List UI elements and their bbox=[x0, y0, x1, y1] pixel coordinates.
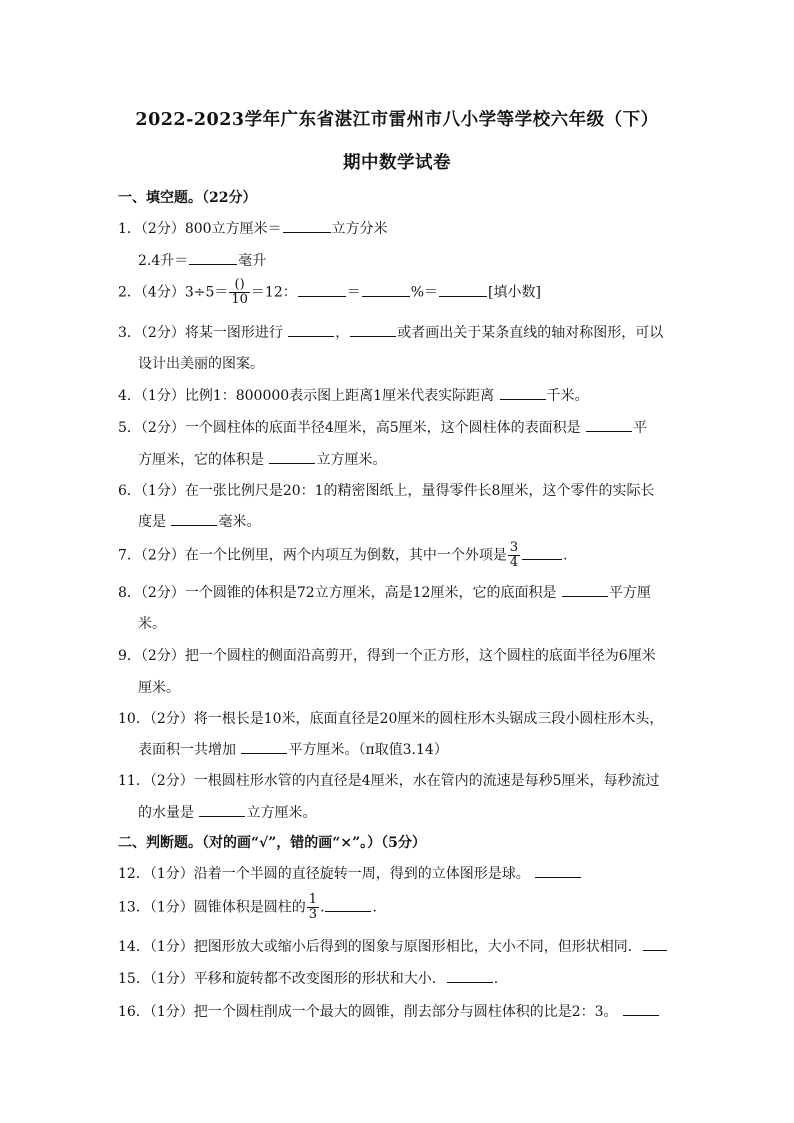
answer-blank[interactable] bbox=[241, 741, 287, 754]
section-heading-true-false: 二、判断题。（对的画“√”，错的画“×”。）（5分） bbox=[118, 835, 426, 851]
question-3: 3．（2分）将某一图形进行 ， 或者画出关于某条直线的轴对称图形，可以 bbox=[118, 325, 664, 341]
question-10-cont: 表面积一共增加 平方厘米。（π取值3.14） bbox=[138, 742, 448, 758]
question-14: 14．（1分）把图形放大或缩小后得到的图象与原图形相比，大小不同，但形状相同． bbox=[118, 936, 668, 956]
question-2: 2．（4分）3÷5＝ $\frac{()}{10}$ ＝12： ＝ %＝ [填小数] bbox=[118, 277, 541, 307]
question-5-cont: 方厘米，它的体积是 立方厘米。 bbox=[138, 452, 387, 468]
question-9-cont: 厘米。 bbox=[138, 680, 180, 696]
question-6: 6．（1分）在一张比例尺是20：1的精密图纸上，量得零件长8厘米，这个零件的实际长 bbox=[118, 483, 655, 499]
answer-blank[interactable] bbox=[298, 284, 346, 297]
answer-blank[interactable] bbox=[288, 324, 334, 337]
question-11-cont: 的水量是 立方厘米。 bbox=[138, 805, 317, 821]
question-1-part-2: 2.4升＝ 毫升 bbox=[138, 253, 267, 269]
answer-blank[interactable] bbox=[199, 804, 245, 817]
question-9: 9．（2分）把一个圆柱的侧面沿高剪开，得到一个正方形，这个圆柱的底面半径为6厘米 bbox=[118, 648, 656, 664]
question-3-cont: 设计出美丽的图案。 bbox=[138, 356, 264, 372]
question-16: 16．（1分）把一个圆柱削成一个最大的圆锥，削去部分与圆柱体积的比是2：3。 bbox=[118, 1001, 660, 1021]
answer-blank[interactable] bbox=[283, 220, 331, 233]
answer-blank[interactable] bbox=[535, 865, 581, 878]
question-6-cont: 度是 毫米。 bbox=[138, 514, 261, 530]
fraction: $\frac{()}{10}$ bbox=[231, 277, 248, 307]
question-7: 7．（2分）在一个比例里，两个内项互为倒数，其中一个外项是 $\frac{3}{4}$ . bbox=[118, 540, 568, 570]
question-10: 10．（2分）将一根长是10米，底面直径是20厘米的圆柱形木头锯成三段小圆柱形木头， bbox=[118, 711, 664, 727]
section-heading-fill-blank: 一、填空题。（22分） bbox=[118, 190, 257, 206]
page-title: 2022-2023学年广东省湛江市雷州市八小学等学校六年级（下） bbox=[135, 110, 659, 130]
answer-blank[interactable] bbox=[623, 1003, 659, 1016]
answer-blank[interactable] bbox=[171, 513, 217, 526]
answer-blank[interactable] bbox=[643, 938, 667, 951]
page-subtitle: 期中数学试卷 bbox=[343, 153, 451, 173]
question-5: 5．（2分）一个圆柱体的底面半径4厘米，高5厘米，这个圆柱体的表面积是 平 bbox=[118, 420, 648, 436]
question-12: 12．（1分）沿着一个半圆的直径旋转一周，得到的立体图形是球。 bbox=[118, 863, 582, 883]
question-15: 15．（1分）平移和旋转都不改变图形的形状和大小． . bbox=[118, 971, 499, 987]
question-11: 11．（2分）一根圆柱形水管的内直径是4厘米，水在管内的流速是每秒5厘米，每秒流过 bbox=[118, 773, 660, 789]
answer-blank[interactable] bbox=[350, 324, 396, 337]
question-1: 1．（2分）800立方厘米＝ 立方分米 bbox=[118, 221, 388, 237]
answer-blank[interactable] bbox=[562, 584, 608, 597]
answer-blank[interactable] bbox=[189, 252, 237, 265]
answer-blank[interactable] bbox=[269, 451, 315, 464]
answer-blank[interactable] bbox=[325, 899, 371, 912]
answer-blank[interactable] bbox=[522, 547, 562, 560]
question-8-cont: 米。 bbox=[138, 616, 166, 632]
question-4: 4．（1分）比例1：800000表示图上距离1厘米代表实际距离 千米。 bbox=[118, 388, 589, 404]
question-8: 8．（2分）一个圆锥的体积是72立方厘米，高是12厘米，它的底面积是 平方厘 bbox=[118, 585, 651, 601]
question-13: 13．（1分）圆锥体积是圆柱的 $\frac{1}{3}$ . . bbox=[118, 892, 377, 922]
answer-blank[interactable] bbox=[439, 284, 487, 297]
answer-blank[interactable] bbox=[586, 419, 632, 432]
fraction: $\frac{1}{3}$ bbox=[308, 892, 318, 922]
fraction: $\frac{3}{4}$ bbox=[509, 540, 519, 570]
answer-blank[interactable] bbox=[447, 970, 493, 983]
answer-blank[interactable] bbox=[500, 387, 546, 400]
answer-blank[interactable] bbox=[362, 284, 410, 297]
